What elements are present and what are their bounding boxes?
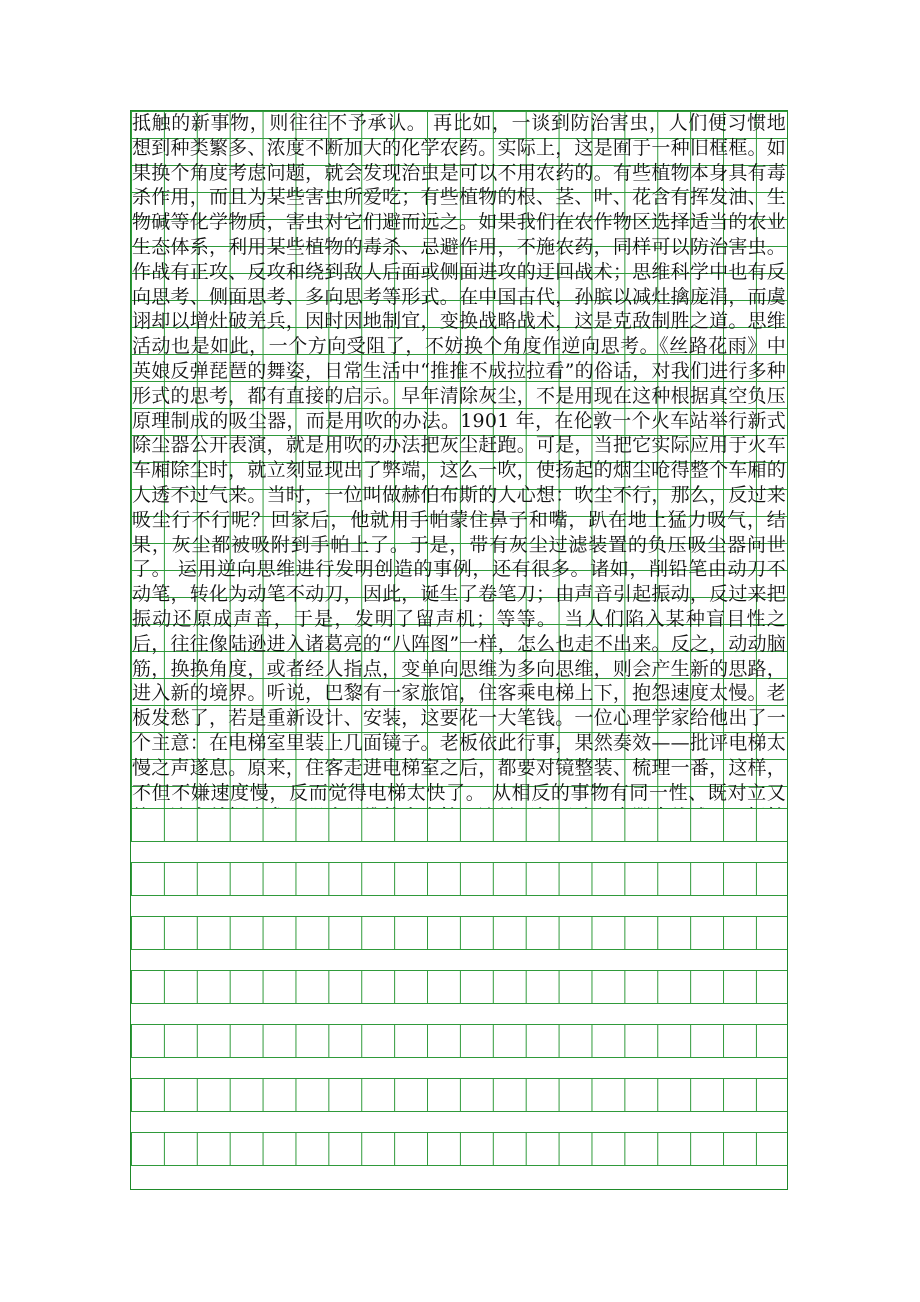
essay-text-block	[132, 111, 786, 855]
grid-row	[131, 1078, 787, 1112]
grid-row	[131, 916, 787, 950]
grid-row	[131, 970, 787, 1004]
grid-row	[131, 808, 787, 842]
grid-row	[131, 1024, 787, 1058]
blank-answer-grid	[130, 808, 788, 1190]
grid-row	[131, 1132, 787, 1166]
essay-paragraph: 抵触的新事物，则往往不予承认。 再比如，一谈到防治害虫，人们便习惯地想到种类繁多、浓度不断加大的化学农药。实际上，这是囿于一种旧框框。如果换个角度考虑问题，就会发现治虫是可以不用农药的。有些植物本身具有毒杀作用，而且为某些害虫所爱吃；有些植物的根、茎、叶、花含有挥发油、生物碱等化学物质，害虫对它们避而远之。如果我们在农作物区选择适当的农业生态体系，利用某些植物的毒杀、忌避作用，不施农药，同样可以防治害虫。 作战有正攻、反攻和绕到敌人后面或侧面进攻的迂回战术；思维科学中也有反向思考、侧面思考、多向思考等形式。在中国古代，孙膑以减灶擒庞涓，而虞诩却以增灶破羌兵，因时因地制宜，变换战略战术，这是克敌制胜之道。思维活动也是如此，一个方向受阻了，不妨换个角度作逆向思考。《丝路花雨》中英娘反弹琵琶的舞姿，日常生活中“推推不成拉拉看”的俗话，对我们进行多种形式的思考，都有直接的启示。早年清除灰尘，不是用现在这种根据真空负压原理制成的吸尘器，而是用吹的办法。1901 年，在伦敦一个火车站举行新式除尘器公开表演，就是用吹的办法把灰尘赶跑。可是，当把它实际应用于火车车厢除尘时，就立刻显现出了弊端，这么一吹，使扬起的烟尘呛得整个车厢的人透不过气来。当时，一位叫做赫伯布斯的人心想：吹尘不行，那么，反过来吸尘行不行呢？回家后，他就用手帕蒙住鼻子和嘴，趴在地上猛力吸气，结果，灰尘都被吸附到手帕上了。于是，带有灰尘过滤装置的负压吸尘器问世了。 运用逆向思维进行发明创造的事例，还有很多。诸如，削铅笔由动刀不动笔，转化为动笔不动刀，因此，诞生了卷笔刀；由声音引起振动，反过来把振动还原成声音，于是，发明了留声机；等等。 当人们陷入某种盲目性之后，往往像陆逊进入诸葛亮的“八阵图”一样，怎么也走不出来。反之，动动脑筋，换换角度，或者经人指点，变单向思维为多向思维，则会产生新的思路，进入新的境界。听说，巴黎有一家旅馆，住客乘电梯上下，抱怨速度太慢。老板发愁了，若是重新设计、安装，这要花一大笔钱。一位心理学家给他出了一个主意：在电梯室里装上几面镜子。老板依此行事，果然奏效——批评电梯太慢之声遂息。原来，住客走进电梯室之后，都要对镜整装、梳理一番，这样，不但不嫌速度慢，反而觉得电梯太快了。 从相反的事物有同一性、既对立又	[132, 112, 786, 804]
grid-row	[131, 862, 787, 896]
